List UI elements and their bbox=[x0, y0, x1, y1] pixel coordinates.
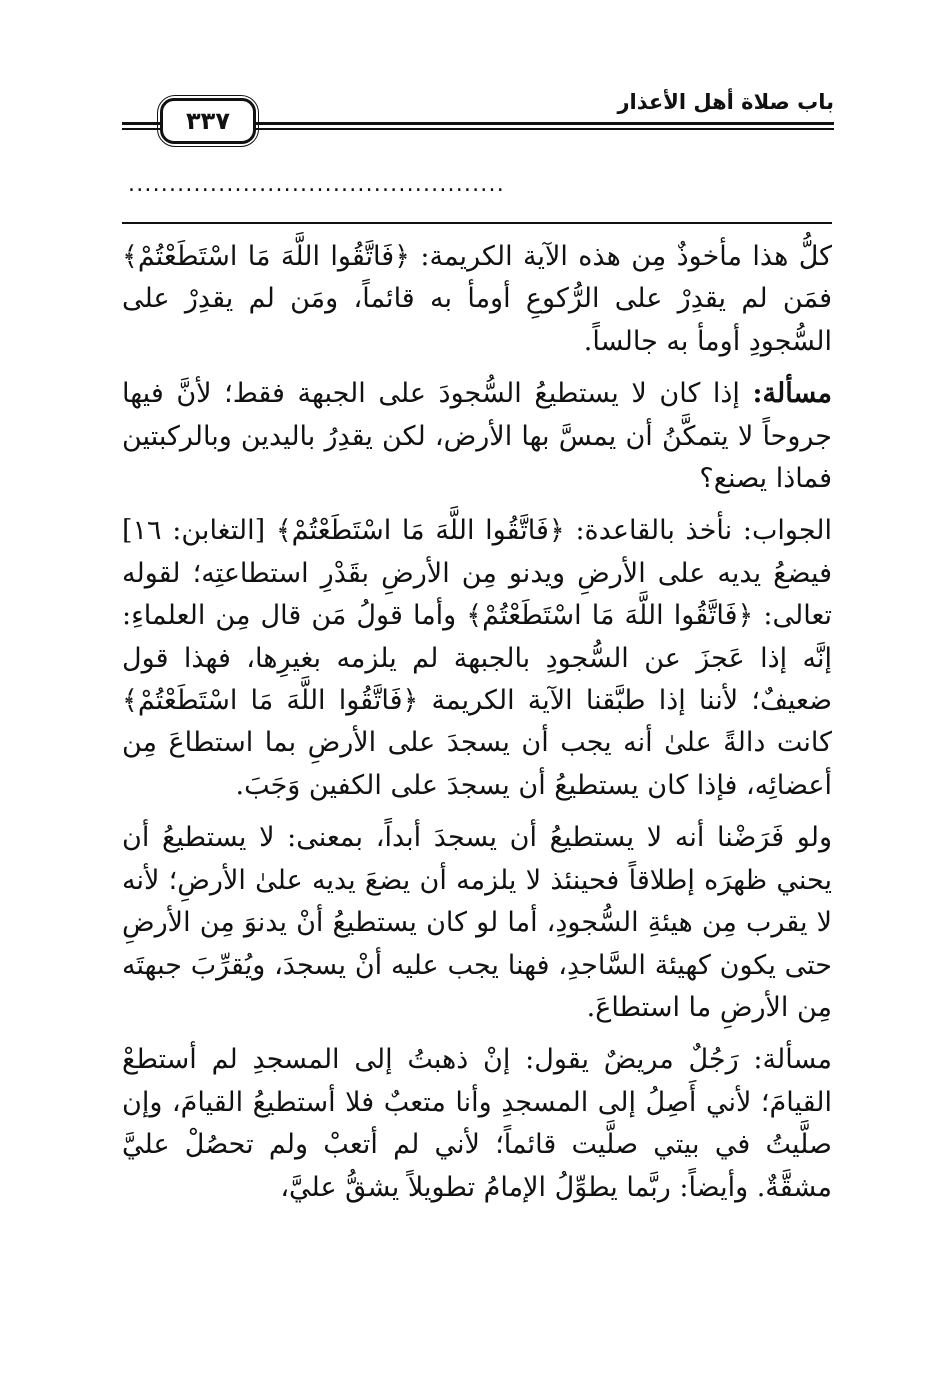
paragraph-2-text: إذا كان لا يستطيعُ السُّجودَ على الجبهة فقط؛ لأنَّ فيها جروحاً لا يتمكَّنُ أن يمسَّ بها الأرض، لكن يقدِرُ باليدين وبالركبتين فماذا يصنع؟ bbox=[122, 378, 832, 495]
footnote-dots: .............................................. bbox=[128, 172, 505, 197]
page-number: ٣٣٧ bbox=[186, 107, 230, 135]
chapter-title: باب صلاة أهل الأعذار bbox=[617, 90, 834, 114]
paragraph-2 bbox=[122, 373, 832, 500]
issue-label: مسألة: bbox=[752, 378, 832, 410]
separator-line bbox=[122, 222, 832, 224]
paragraph-4: ولو فَرَضْنا أنه لا يستطيعُ أن يسجدَ أبداً، بمعنى: لا يستطيعُ أن يحني ظهرَه إطلاقاً فحينئذ لا يلزمه أن يضعَ يديه علىٰ الأرضِ؛ لأنه لا يقرب مِن هيئةِ السُّجودِ، أما لو كان يستطيعُ أنْ يدنوَ مِن الأرضِ حتى يكون كهيئة السَّاجدِ، فهنا يجب عليه أنْ يسجدَ، ويُقرِّبَ جبهتَه مِن الأرضِ ما استطاعَ. bbox=[122, 822, 832, 1023]
paragraph-1: كلُّ هذا مأخوذٌ مِن هذه الآية الكريمة: ﴿فَاتَّقُوا اللَّهَ مَا اسْتَطَعْتُمْ﴾ فمَن لم يقدِرْ على الرُّكوعِ أومأ به قائماً، ومَن لم يقدِرْ على السُّجودِ أومأ به جالساً. bbox=[122, 241, 832, 357]
paragraph-3: الجواب: نأخذ بالقاعدة: ﴿فَاتَّقُوا اللَّهَ مَا اسْتَطَعْتُمْ﴾ [التغابن: ١٦] فيضعُ يديه على الأرضِ ويدنو مِن الأرضِ بقَدْرِ استطاعتِه؛ لقوله تعالى: ﴿فَاتَّقُوا اللَّهَ مَا اسْتَطَعْتُمْ﴾ وأما قولُ مَن قال مِن العلماءِ: إنَّه إذا عَجزَ عن السُّجودِ بالجبهة لم يلزمه بغيرِها، فهذا قول ضعيفٌ؛ لأننا إذا طبَّقنا الآية الكريمة ﴿فَاتَّقُوا اللَّهَ مَا اسْتَطَعْتُمْ﴾ كانت دالةً علىٰ أنه يجب أن يسجدَ على الأرضِ بما استطاعَ مِن أعضائِه، فإذا كان يستطيعُ أن يسجدَ على الكفين وَجَبَ. bbox=[122, 515, 832, 801]
page-number-frame bbox=[160, 98, 256, 144]
page-header bbox=[122, 78, 834, 148]
body-text bbox=[122, 236, 832, 1219]
paragraph-5: مسألة: رَجُلٌ مريضٌ يقول: إنْ ذهبتُ إلى المسجدِ لم أستطعْ القيامَ؛ لأني أَصِلُ إلى المسجدِ وأنا متعبٌ فلا أستطيعُ القيامَ، وإن صلَّيتُ في بيتي صلَّيت قائماً؛ لأني لم أتعبْ ولم تحصُلْ عليَّ مشقَّةٌ. وأيضاً: ربَّما يطوِّلُ الإمامُ تطويلاً يشقُّ عليَّ، bbox=[122, 1044, 832, 1203]
